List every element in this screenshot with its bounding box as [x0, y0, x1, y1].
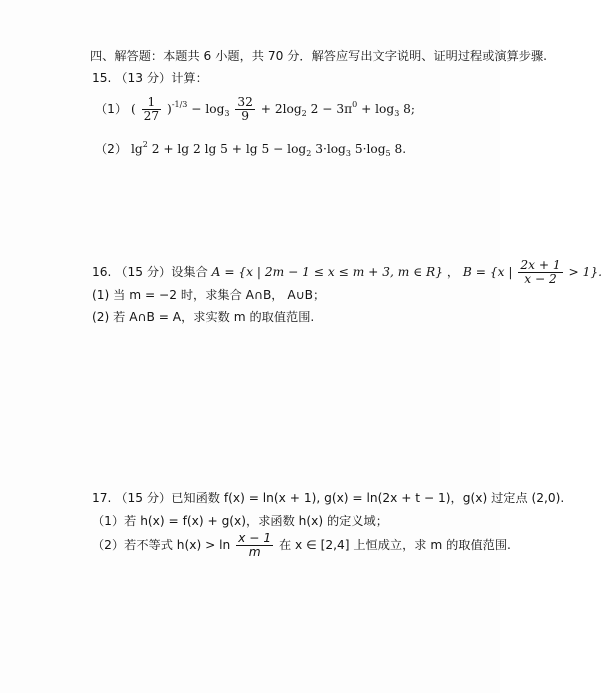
log-base: 3 [224, 109, 230, 118]
exponent: -1/3 [171, 100, 188, 109]
section-heading: 四、解答题：本题共 6 小题，共 70 分．解答应写出文字说明、证明过程或演算步骤. [90, 49, 548, 63]
log-base: 2 [306, 149, 312, 158]
question-15-title: 15. （13 分）计算： [92, 71, 208, 85]
expr-body: 3·log [315, 142, 346, 156]
question-15-part-1 [95, 96, 415, 123]
part-label: （2） [95, 142, 128, 156]
exponent: 0 [352, 100, 358, 109]
set-b-prefix: B = {x | [462, 265, 513, 279]
log-base: 5 [385, 149, 391, 158]
expr-paren-open: ( [131, 102, 136, 116]
expr-lg: lg [131, 142, 143, 156]
expr-2log: + 2log [260, 102, 302, 116]
log-base: 2 [301, 109, 307, 118]
expr-log: − log [191, 102, 225, 116]
question-16-title [92, 259, 602, 286]
set-b-suffix: > 1}. [568, 265, 602, 279]
separator: ， [446, 265, 460, 279]
question-17-part-2 [92, 532, 511, 559]
expr-end: 8. [394, 142, 407, 156]
fraction-1-over-27 [142, 96, 162, 123]
question-16-part-1: (1) 当 m = −2 时，求集合 A∩B， A∪B； [92, 288, 326, 302]
set-a-definition: A = {x | 2m − 1 ≤ x ≤ m + 3, m ∈ R} [211, 265, 443, 279]
question-17-part-1: （1）若 h(x) = f(x) + g(x)，求函数 h(x) 的定义域； [92, 514, 388, 528]
fraction-denominator: x − 2 [524, 272, 557, 286]
log-base: 3 [394, 109, 400, 118]
inequality-fraction [236, 532, 273, 559]
expr-body: 5·log [354, 142, 386, 156]
log-base: 3 [345, 149, 351, 158]
question-16-part-2: (2) 若 A∩B = A，求实数 m 的取值范围. [92, 310, 315, 324]
fraction-denominator: m [248, 545, 261, 559]
expr-paren-close: ) [167, 102, 172, 116]
fraction-denominator: 9 [241, 109, 249, 123]
question-15-part-2 [95, 138, 406, 161]
fraction-denominator: 27 [143, 109, 160, 123]
fraction-32-over-9 [235, 96, 255, 123]
fraction-numerator: 32 [237, 95, 253, 109]
fraction-numerator: x − 1 [238, 531, 272, 545]
inequality-suffix: 在 x ∈ [2,4] 上恒成立，求 m 的取值范围. [278, 538, 511, 552]
expr-body: 2 + lg 2 lg 5 + lg 5 − log [151, 142, 307, 156]
expr-pi: 2 − 3π [310, 102, 353, 116]
part-label: （1） [95, 102, 128, 116]
inequality-prefix: （2）若不等式 h(x) > ln [92, 538, 231, 552]
expr-end: 8; [403, 102, 416, 116]
exponent: 2 [142, 140, 148, 149]
fraction-numerator: 2x + 1 [520, 258, 561, 272]
question-number: 16. （15 分）设集合 [92, 265, 212, 279]
fraction-numerator: 1 [142, 96, 162, 110]
set-b-fraction [518, 259, 562, 286]
question-17-title: 17. （15 分）已知函数 f(x) = ln(x + 1), g(x) = ln(2x + t − 1)，g(x) 过定点 (2,0). [92, 491, 565, 505]
expr-log: + log [361, 102, 395, 116]
